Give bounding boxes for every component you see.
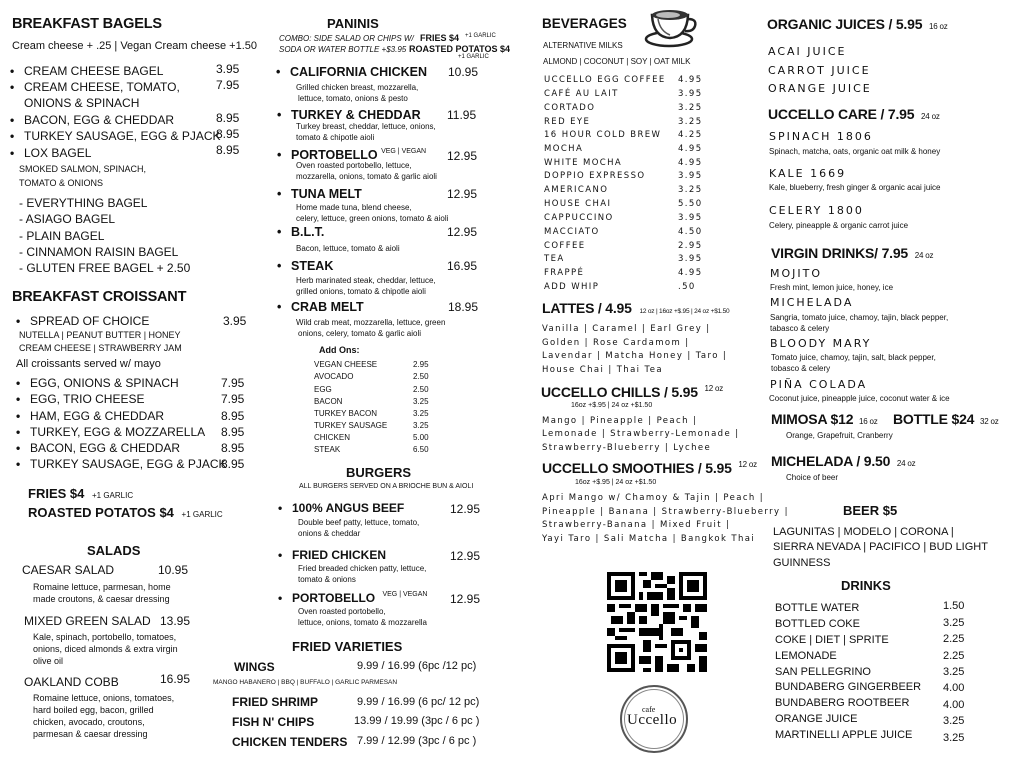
drink-name: COKE | DIET | SPRITE [775,634,889,646]
drink-price: 2.25 [943,633,965,645]
mimosa-title: MIMOSA $12 16 oz [771,411,878,427]
beverage-name: UCCELLO EGG COFFEE [544,75,666,85]
beverage-name: TEA [544,254,565,264]
beverage-name: MOCHA [544,144,584,154]
menu-item-price: 3.95 [216,62,240,76]
menu-item-name: • CRAB MELT [291,300,364,314]
menu-item-name: MIXED GREEN SALAD [24,614,151,628]
beverage-price: 4.95 [678,268,703,278]
menu-item-name: • TURKEY SAUSAGE, EGG & PJACK [30,457,227,471]
menu-item-price: 13.99 / 19.99 (3pc / 6 pc ) [354,715,480,727]
section-title: SALADS [87,543,141,558]
menu-item-name: • BACON, EGG & CHEDDAR [30,441,180,455]
virgin-item-name: PIÑA COLADA [770,378,868,391]
menu-item-desc: mozzarella, onions, tomato & garlic aioli [296,172,437,181]
menu-item-name: • CREAM CHEESE, TOMATO, [24,80,180,94]
bottle-title: BOTTLE $24 32 oz [893,411,999,427]
menu-item-price: 12.95 [450,549,481,563]
beverage-price: 3.25 [678,117,703,127]
menu-item-name: • EGG, ONIONS & SPINACH [30,376,179,390]
section-title: VIRGIN DRINKS/ 7.95 24 oz [771,245,934,261]
combo-fries: FRIES $4 $^{+1 GARLIC}$ [420,33,496,43]
beverage-name: 16 HOUR COLD BREW [544,130,662,140]
flavor-line: Golden | Rose Cardamom | [542,338,690,348]
beverage-price: 4.95 [678,75,703,85]
addon-price: 3.25 [413,409,429,418]
menu-item-desc: Bacon, lettuce, tomato & aioli [296,244,400,253]
menu-item-name: FISH N' CHIPS [232,715,315,729]
menu-item-desc: Oven roasted portobello, [298,607,386,616]
addon-price: 5.00 [413,433,429,442]
addon-name: EGG [314,385,332,394]
beverage-price: 5.50 [678,199,703,209]
menu-item-name: • HAM, EGG & CHEDDAR [30,409,164,423]
menu-item-price: 3.95 [223,314,247,328]
qr-code[interactable] [607,572,707,672]
drink-name: MARTINELLI APPLE JUICE [775,729,913,741]
drink-price: 3.25 [943,732,965,744]
menu-item-price: 18.95 [448,300,479,314]
flavor-line: Yayi Taro | Sali Matcha | Bangkok Thai [542,534,756,544]
addon-price: 2.50 [413,385,429,394]
virgin-item-name: BLOODY MARY [770,337,872,350]
beverage-price: 3.25 [678,185,703,195]
flavor-line: Strawberry-Banana | Mixed Fruit | [542,520,731,530]
section-title: PANINIS [327,16,379,31]
michelada-desc: Choice of beer [786,473,839,482]
menu-item-name: CAESAR SALAD [22,563,115,577]
care-item-name: KALE 1669 [769,167,847,180]
addons-title: Add Ons: [319,345,360,355]
size-options: 16oz +$.95 | 24 oz +$1.50 [575,479,657,486]
bagel-type: - GLUTEN FREE BAGEL + 2.50 [19,261,191,275]
alt-milks-title: ALTERNATIVE MILKS [543,41,623,50]
menu-item-price: 12.95 [450,592,481,606]
menu-item-price: 8.95 [221,441,245,455]
drink-name: SAN PELLEGRINO [775,666,871,678]
beverage-name: ADD WHIP [544,282,600,292]
menu-item-price: 9.99 / 16.99 (6 pc/ 12 pc) [357,696,480,708]
bagel-type: - CINNAMON RAISIN BAGEL [19,245,179,259]
menu-item-name: WINGS [234,660,275,674]
flavor-line: Pineapple | Banana | Strawberry-Blueberry | [542,507,789,517]
menu-item-name: OAKLAND COBB [24,675,119,689]
addon-name: TURKEY BACON [314,409,377,418]
drink-price: 4.00 [943,682,965,694]
flavor-line: Strawberry-Blueberry | Lychee [542,443,712,453]
menu-item-desc: tomato & onions [298,575,356,584]
juice-item: CARROT JUICE [768,64,871,77]
menu-item-name-cont: ONIONS & SPINACH [24,96,140,110]
menu-item-desc: Romaine lettuce, parmesan, home [33,582,171,592]
beverage-name: MACCIATO [544,227,600,237]
menu-item-price: 10.95 [448,65,479,79]
menu-item-price: 12.95 [447,225,478,239]
combo-text: COMBO: SIDE SALAD OR CHIPS W/ [279,34,414,43]
menu-item-price: 12.95 [447,187,478,201]
beer-line: GUINNESS [773,557,831,569]
menu-item-desc: NUTELLA | PEANUT BUTTER | HONEY [19,330,181,340]
menu-item-desc: onions, diced almonds & extra virgin [33,644,178,654]
addon-name: VEGAN CHEESE [314,360,378,369]
menu-item-name: • LOX BAGEL [24,146,91,160]
menu-item-desc: Wild crab meat, mozzarella, lettuce, green [296,318,446,327]
section-title: MICHELADA / 9.50 24 oz [771,453,916,469]
beverage-name: DOPPIO EXPRESSO [544,171,646,181]
virgin-item-name: MICHELADA [770,296,854,309]
drink-name: BOTTLE WATER [775,602,860,614]
beverage-name: CAPPUCCINO [544,213,614,223]
fries-label: FRIES $4 +1 GARLIC [28,486,134,501]
section-title: FRIED VARIETIES [292,639,403,654]
section-title: DRINKS [841,578,891,593]
drink-price: 4.00 [943,699,965,711]
menu-item-desc: onions, celery, tomato & garlic aioli [298,329,422,338]
mimosa-desc: Orange, Grapefruit, Cranberry [786,431,893,440]
menu-item-price: 16.95 [447,259,478,273]
beverage-price: 4.95 [678,144,703,154]
menu-item-desc: onions & cheddar [298,529,361,538]
section-title: UCCELLO CARE / 7.95 24 oz [768,106,940,122]
menu-item-desc: SMOKED SALMON, SPINACH, [19,164,147,174]
menu-item-price: 8.95 [216,143,240,157]
menu-item-desc: lettuce, onions, tomato & mozzarella [298,618,427,627]
flavor-line: Apri Mango w/ Chamoy & Tajin | Peach | [542,493,765,503]
beverage-price: 3.95 [678,171,703,181]
virgin-item-desc: Fresh mint, lemon juice, honey, ice [770,283,894,292]
size-options: 16oz +$.95 | 24 oz +$1.50 [571,402,653,409]
cafe-uccello-logo: cafe Uccello [620,685,688,753]
menu-item-name: • TURKEY & CHEDDAR [291,108,421,122]
menu-item-name: • TURKEY SAUSAGE, EGG & PJACK [24,129,221,143]
menu-item-name: • TURKEY, EGG & MOZZARELLA [30,425,205,439]
menu-item-name: • PORTOBELLO $^{VEG | VEGAN}$ [291,148,426,162]
drink-name: BOTTLED COKE [775,618,860,630]
menu-item-name: • CALIFORNIA CHICKEN [290,65,427,79]
menu-item-desc: Romaine lettuce, onions, tomatoes, [33,693,175,703]
drink-price: 3.25 [943,715,965,727]
beverage-name: RED EYE [544,117,591,127]
care-item-desc: Celery, pineapple & organic carrot juice [769,221,909,230]
combo-text: SODA OR WATER BOTTLE +$3.95 [279,45,407,54]
menu-item-name: • EGG, TRIO CHEESE [30,392,144,406]
virgin-item-name: MOJITO [770,267,823,280]
flavor-line: Mango | Pineapple | Peach | [542,416,698,426]
care-item-desc: Kale, blueberry, fresh ginger & organic acai juice [769,183,941,192]
addon-name: CHICKEN [314,433,351,442]
flavor-line: Lavendar | Matcha Honey | Taro | [542,351,728,361]
menu-item-desc: CREAM CHEESE | STRAWBERRY JAM [19,343,182,353]
section-title: UCCELLO SMOOTHIES / 5.95 $^{12 oz}$ [542,460,757,476]
beverage-name: WHITE MOCHA [544,158,623,168]
menu-item-desc: Double beef patty, lettuce, tomato, [298,518,420,527]
menu-item-desc: Fried breaded chicken patty, lettuce, [298,564,427,573]
menu-item-price: 8.95 [221,457,245,471]
drink-name: ORANGE JUICE [775,713,858,725]
flavor-line: Vanilla | Caramel | Earl Grey | [542,324,711,334]
section-subtitle: ALL BURGERS SERVED ON A BRIOCHE BUN & AIOLI [299,483,474,490]
drink-price: 1.50 [943,600,965,612]
menu-item-desc: chicken, avocado, croutons, [33,717,145,727]
addon-name: AVOCADO [314,372,354,381]
bagel-type: - ASIAGO BAGEL [19,212,116,226]
menu-item-price: 12.95 [450,502,481,516]
drink-name: BUNDABERG GINGERBEER [775,681,922,693]
addon-price: 3.25 [413,397,429,406]
addon-name: STEAK [314,445,341,454]
menu-item-desc: hard boiled egg, bacon, grilled [33,705,154,715]
menu-item-price: 13.95 [160,614,191,628]
menu-item-name: • CREAM CHEESE BAGEL [24,64,163,78]
menu-item-name: CHICKEN TENDERS [232,735,348,749]
section-title: BREAKFAST CROISSANT [12,289,187,305]
beverage-name: CAFÉ AU LAIT [544,89,619,99]
veg-tag: VEG | VEGAN [381,148,427,155]
menu-item-price: 7.95 [221,376,245,390]
juice-item: ACAI JUICE [768,45,847,58]
section-title: ORGANIC JUICES / 5.95 16 oz [767,16,948,32]
drink-name: BUNDABERG ROOTBEER [775,697,910,709]
bagel-type: - EVERYTHING BAGEL [19,196,148,210]
alt-milks-list: ALMOND | COCONUT | SOY | OAT MILK [543,57,691,66]
menu-item-desc: celery, lettuce, green onions, tomato & aioli [296,214,449,223]
menu-item-desc: Home made tuna, blend cheese, [296,203,412,212]
menu-item-name: • 100% ANGUS BEEF [292,501,404,515]
addon-price: 2.95 [413,360,429,369]
menu-item-price: 7.99 / 12.99 (3pc / 6 pc ) [357,735,477,747]
flavor-line: Lemonade | Strawberry-Lemonade | [542,429,740,439]
juice-item: ORANGE JUICE [768,82,872,95]
beverage-price: 3.95 [678,213,703,223]
menu-item-name: • B.L.T. [291,225,324,239]
coffee-cup-icon [644,5,700,49]
virgin-item-desc: tobasco & celery [771,364,831,373]
beverage-name: AMERICANO [544,185,609,195]
virgin-item-desc: Sangria, tomato juice, chamoy, tajin, black pepper, [770,313,949,322]
section-title: BREAKFAST BAGELS [12,16,162,32]
care-item-name: SPINACH 1806 [769,130,873,143]
drink-price: 3.25 [943,666,965,678]
menu-item-desc: olive oil [33,656,64,666]
menu-item-name: • BACON, EGG & CHEDDAR [24,113,174,127]
beer-line: SIERRA NEVADA | PACIFICO | BUD LIGHT [773,541,988,553]
bagel-type: - PLAIN BAGEL [19,229,105,243]
beverage-price: 4.25 [678,130,703,140]
menu-item-price: 8.95 [216,111,240,125]
potatoes-label: ROASTED POTATOS $4 +1 GARLIC [28,505,223,520]
beverage-price: .50 [678,282,696,292]
addon-price: 6.50 [413,445,429,454]
veg-tag: VEG | VEGAN [382,591,428,598]
beverage-price: 4.95 [678,158,703,168]
beverage-name: HOUSE CHAI [544,199,612,209]
menu-item-name: • PORTOBELLO $^{VEG | VEGAN}$ [292,591,427,605]
care-item-name: CELERY 1800 [769,204,864,217]
menu-item-price: 16.95 [160,672,191,686]
menu-item-price: 7.95 [216,78,240,92]
menu-item-desc: grilled onions, tomato & chipotle aioli [296,287,426,296]
virgin-item-desc: tabasco & celery [770,324,830,333]
menu-item-price: 12.95 [447,149,478,163]
wing-flavors: MANGO HABANERO | BBQ | BUFFALO | GARLIC PARMESAN [213,679,398,686]
drink-price: 2.25 [943,650,965,662]
croissant-note: All croissants served w/ mayo [16,358,161,370]
menu-item-desc: Grilled chicken breast, mozzarella, [296,83,419,92]
drink-name: LEMONADE [775,650,837,662]
addon-name: TURKEY SAUSAGE [314,421,388,430]
combo-potatoes-note: +1 GARLIC [458,54,489,60]
menu-item-price: 10.95 [158,563,189,577]
menu-item-desc: Oven roasted portobello, lettuce, [296,161,412,170]
combo-potatoes: ROASTED POTATOS $4 [409,44,511,54]
beverage-price: 3.95 [678,254,703,264]
virgin-item-desc: Coconut juice, pineapple juice, coconut water & ice [769,394,950,403]
menu-item-price: 8.95 [216,127,240,141]
beverage-price: 4.50 [678,227,703,237]
virgin-item-desc: Tomato juice, chamoy, tajin, salt, black pepper, [771,353,936,362]
section-title: BEER $5 [843,503,898,518]
menu-item-desc: tomato & chipotle aioli [296,133,375,142]
drink-price: 3.25 [943,617,965,629]
menu-item-name: • STEAK [291,259,333,273]
menu-item-name: FRIED SHRIMP [232,695,319,709]
section-title: LATTES / 4.95 12 oz | 16oz +$.95 | 24 oz +$1.50 [542,300,730,316]
menu-item-price: 8.95 [221,425,245,439]
section-title: BEVERAGES [542,16,627,31]
menu-item-name: • SPREAD OF CHOICE [30,314,149,328]
menu-item-desc: TOMATO & ONIONS [19,178,104,188]
beverage-name: COFFEE [544,241,586,251]
flavor-line: House Chai | Thai Tea [542,365,663,375]
menu-item-desc: parmesan & caesar dressing [33,729,148,739]
menu-item-name: • FRIED CHICKEN [292,548,386,562]
beverage-price: 3.95 [678,89,703,99]
menu-item-name: • TUNA MELT [291,187,362,201]
addon-price: 3.25 [413,421,429,430]
section-title: UCCELLO CHILLS / 5.95 $^{12 oz}$ [541,384,724,400]
menu-item-desc: Kale, spinach, portobello, tomatoes, [33,632,177,642]
menu-item-desc: made croutons, & caesar dressing [33,594,170,604]
addon-price: 2.50 [413,372,429,381]
beer-line: LAGUNITAS | MODELO | CORONA | [773,526,954,538]
beverage-price: 3.25 [678,103,703,113]
section-title: BURGERS [346,465,412,480]
menu-item-desc: Turkey breast, cheddar, lettuce, onions, [296,122,436,131]
menu-item-desc: Herb marinated steak, cheddar, lettuce, [296,276,436,285]
care-item-desc: Spinach, matcha, oats, organic oat milk & honey [769,147,941,156]
addon-name: BACON [314,397,343,406]
menu-item-price: 9.99 / 16.99 (6pc /12 pc) [357,660,477,672]
menu-item-price: 7.95 [221,392,245,406]
menu-item-price: 8.95 [221,409,245,423]
beverage-name: FRAPPÉ [544,268,585,278]
menu-item-price: 11.95 [447,108,477,122]
beverage-name: CORTADO [544,103,596,113]
menu-item-desc: lettuce, tomato, onions & pesto [298,94,408,103]
beverage-price: 2.95 [678,241,703,251]
section-subtitle: Cream cheese + .25 | Vegan Cream cheese +1.50 [12,40,258,52]
